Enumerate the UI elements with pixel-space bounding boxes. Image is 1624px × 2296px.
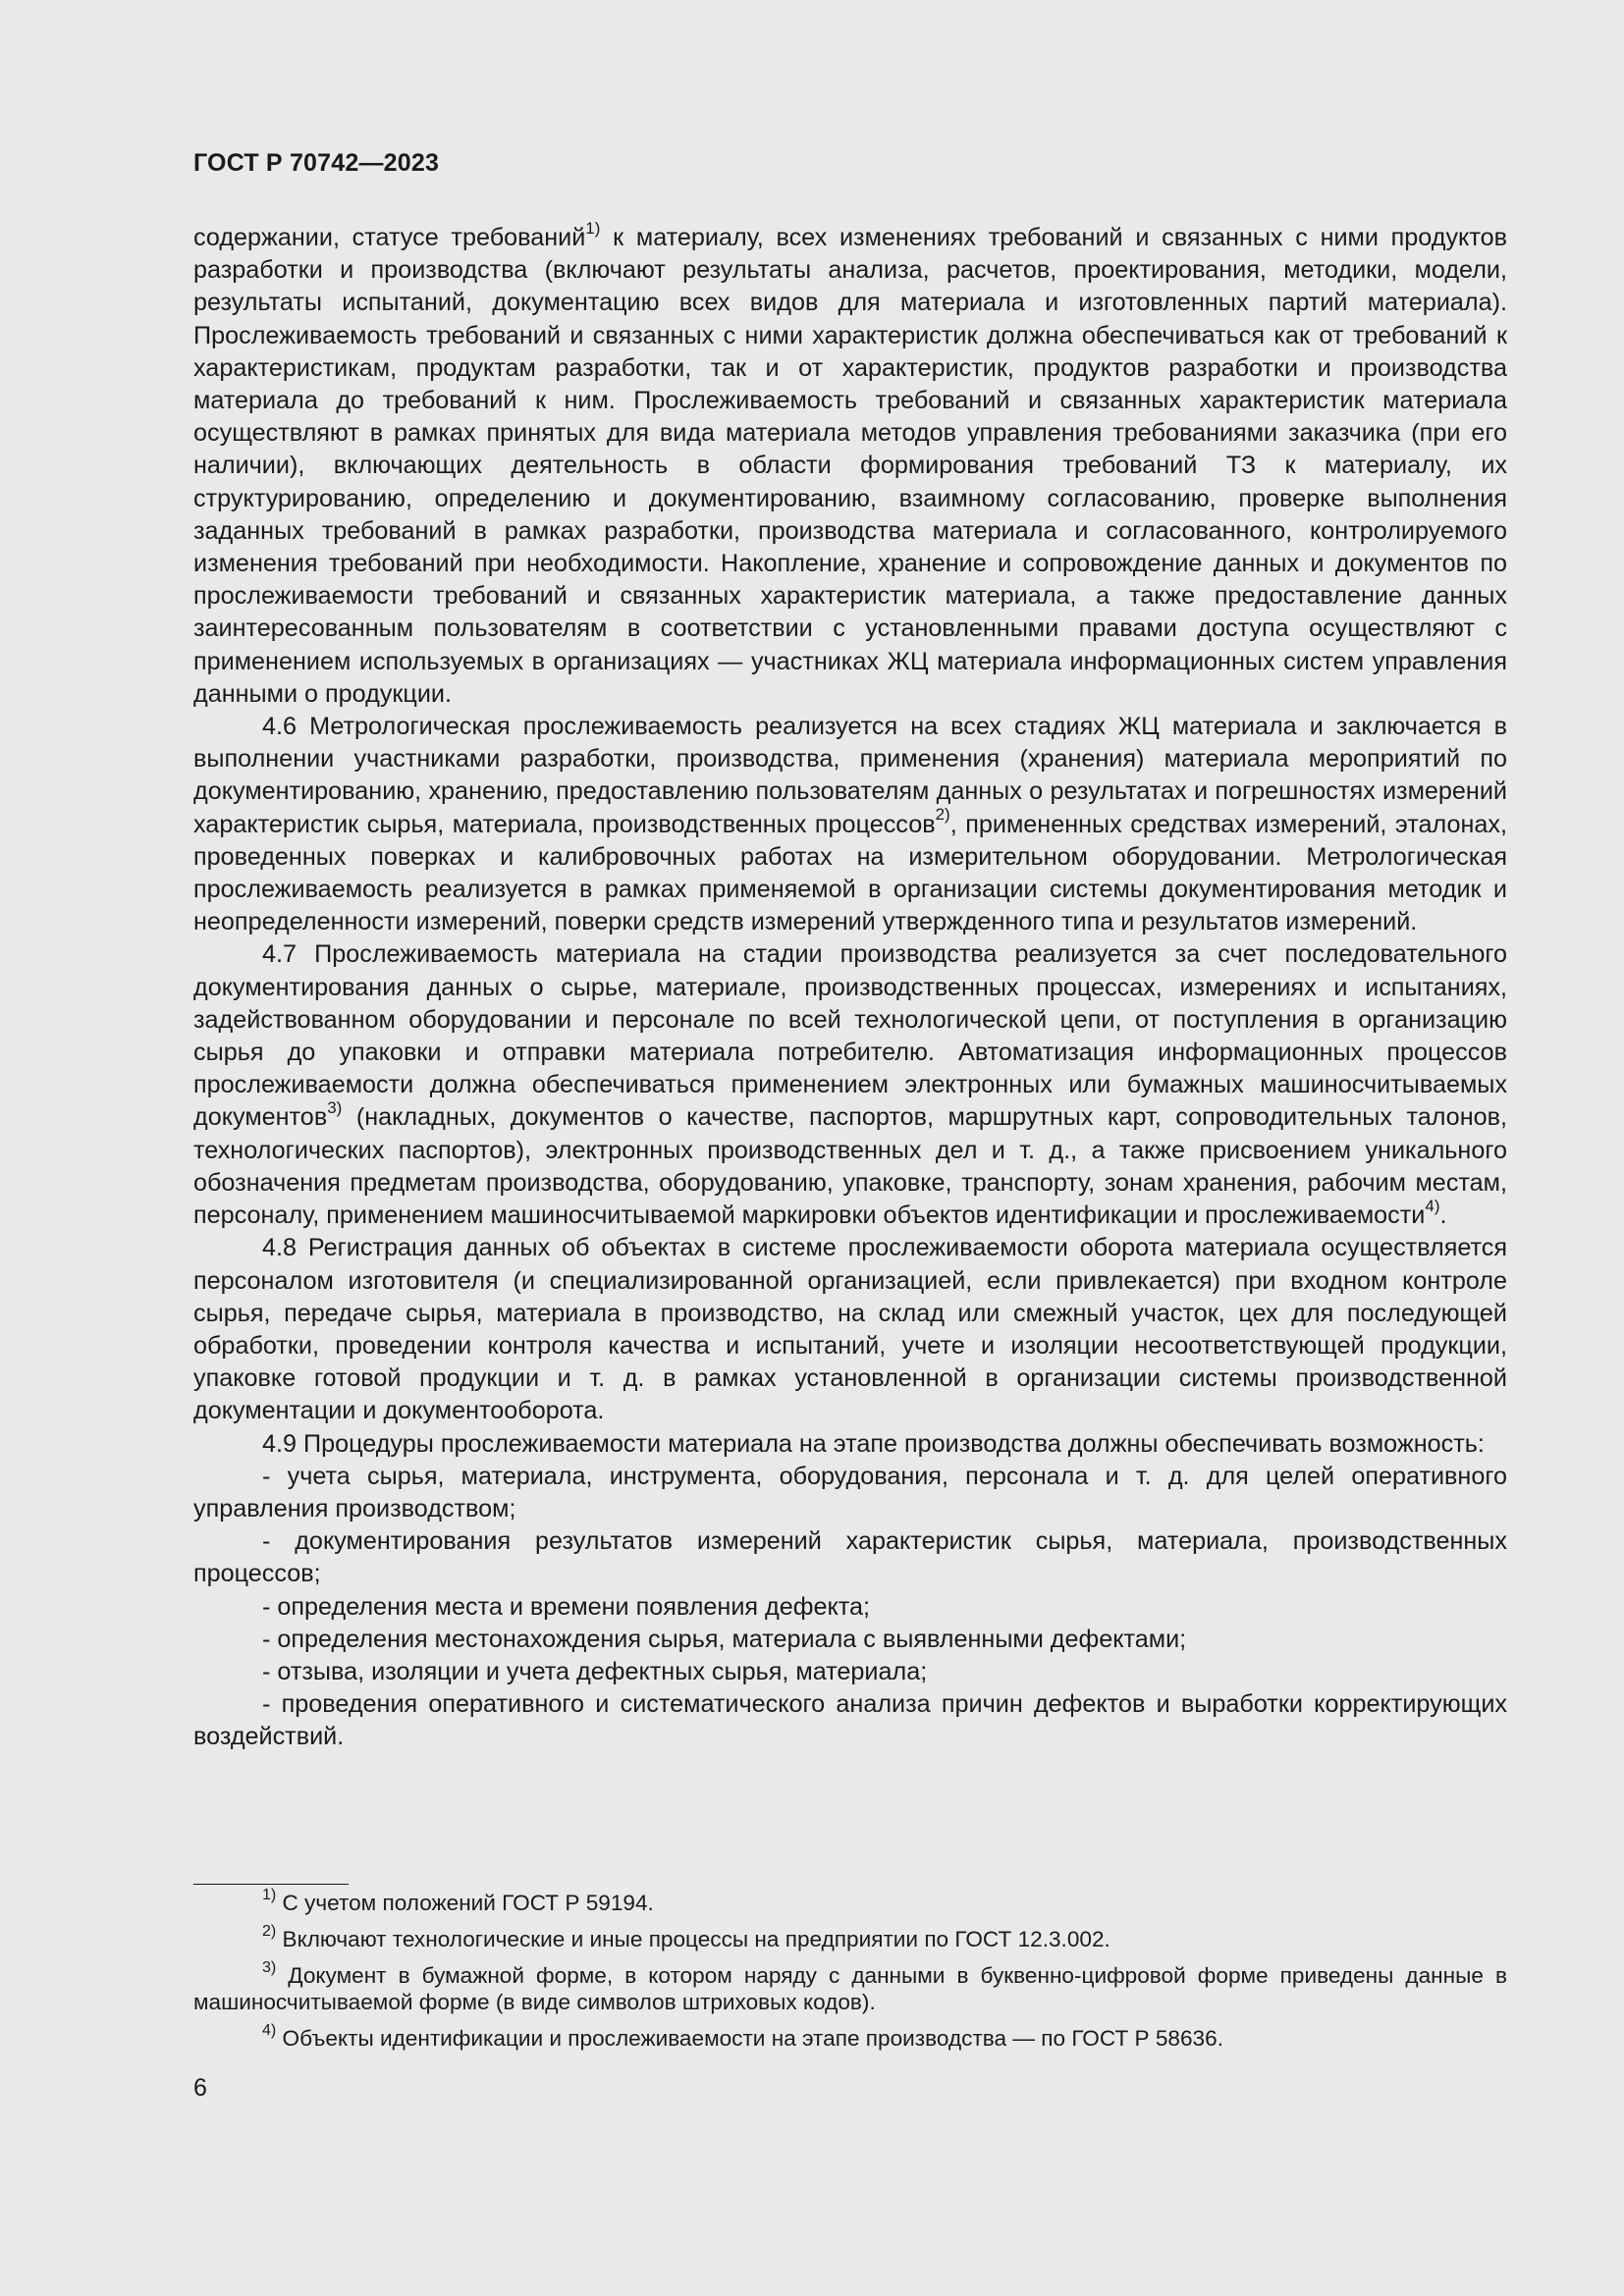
- footnotes: [193, 1887, 1507, 2061]
- footnote-ref-2: 2): [935, 805, 950, 825]
- list-item: - проведения оперативного и систематического анализа причин дефектов и выработки корректирующих воздействий.: [193, 1690, 1507, 1751]
- paragraph-4-6: 4.6 Метрологическая прослеживаемость реализуется на всех стадиях ЖЦ материала и заключается в выполнении участниками разработки, производства, применения (хранения) материала мероприятий по документированию, хранению, предоставлению пользователям данных о результатах и погрешностях измерений характеристик сырья, материала, производственных процессов$^{2)}$, примененных средствах измерений, эталонах, проведенных поверках и калибровочных работах на измерительном оборудовании. Метрологическая прослеживаемость реализуется в рамках применяемой в организации системы документирования методик и неопределенности измерений, поверки средств измерений утвержденного типа и результатов измерений.: [193, 713, 1507, 936]
- list-item: - отзыва, изоляции и учета дефектных сырья, материала;: [262, 1657, 928, 1685]
- footnote: $^{2)}$ Включают технологические и иные процессы на предприятии по ГОСТ 12.3.002.: [262, 1923, 1110, 1951]
- page-number: 6: [193, 2074, 207, 2102]
- list-item: - учета сырья, материала, инструмента, оборудования, персонала и т. д. для целей оперативного управления производством;: [193, 1462, 1507, 1522]
- list-item: - определения местонахождения сырья, материала с выявленными дефектами;: [262, 1625, 1187, 1653]
- list-item: - документирования результатов измерений характеристик сырья, материала, производственных процессов;: [193, 1527, 1507, 1588]
- document-header: ГОСТ Р 70742—2023: [193, 149, 440, 177]
- paragraph-4-7: 4.7 Прослеживаемость материала на стадии производства реализуется за счет последовательного документирования данных о сырье, материале, производственных процессах, измерениях и испытаниях, задействованном оборудовании и персонале по всей технологической цепи, от поступления в организацию сырья до упаковки и отправки материала потребителю. Автоматизация информационных процессов прослеживаемости должна обеспечиваться применением электронных или бумажных машиносчитываемых документов$^{3)}$ (накладных, документов о качестве, паспортов, маршрутных карт, сопроводительных талонов, технологических паспортов), электронных производственных дел и т. д., а также присвоением уникального обозначения предметам производства, оборудованию, упаковке, транспорту, зонам хранения, рабочим местам, персоналу, применением машиносчитываемой маркировки объектов идентификации и прослеживаемости$^{4)}$.: [193, 940, 1507, 1230]
- footnote-ref-3: 3): [327, 1098, 343, 1118]
- footnote: $^{1)}$ С учетом положений ГОСТ Р 59194.: [262, 1887, 654, 1915]
- footnote: $^{4)}$ Объекты идентификации и прослеживаемости на этапе производства — по ГОСТ Р 58636.: [262, 2022, 1223, 2051]
- footnote-ref-4: 4): [1425, 1196, 1440, 1215]
- footnote-ref-1: 1): [585, 218, 601, 238]
- paragraph-4-8: 4.8 Регистрация данных об объектах в системе прослеживаемости оборота материала осуществляется персоналом изготовителя (и специализированной организацией, если привлекается) при входном контроле сырья, передаче сырья, материала в производство, на склад или смежный участок, цех для последующей обработки, проведении контроля качества и испытаний, учете и изоляции несоответствующей продукции, упаковке готовой продукции и т. д. в рамках установленной в организации системы производственной документации и документооборота.: [193, 1234, 1507, 1425]
- paragraph-4-9: 4.9 Процедуры прослеживаемости материала на этапе производства должны обеспечивать возможность:: [262, 1429, 1485, 1458]
- list-item: - определения места и времени появления дефекта;: [262, 1592, 871, 1621]
- paragraph-continued: содержании, статусе требований$^{1)}$ к материалу, всех изменениях требований и связанных с ними продуктов разработки и производства (включают результаты анализа, расчетов, проектирования, методики, модели, результаты испытаний, документацию всех видов для материала и изготовленных партий материала). Прослеживаемость требований и связанных с ними характеристик должна обеспечиваться как от требований к характеристикам, продуктам разработки, так и от характеристик, продуктов разработки и производства материала до требований к ним. Прослеживаемость требований и связанных характеристик материала осуществляют в рамках принятых для вида материала методов управления требованиями заказчика (при его наличии), включающих деятельность в области формирования требований ТЗ к материалу, их структурированию, определению и документированию, взаимному согласованию, проверке выполнения заданных требований в рамках разработки, производства материала и согласованного, контролируемого изменения требований при необходимости. Накопление, хранение и сопровождение данных и документов по прослеживаемости требований и связанных характеристик материала, а также предоставление данных заинтересованным пользователям в соответствии с установленными правами доступа осуществляют с применением используемых в организациях — участниках ЖЦ материала информационных систем управления данными о продукции.: [193, 218, 1507, 708]
- body-text: [193, 218, 1507, 1754]
- footnote-divider: [193, 1884, 349, 1885]
- footnote: $^{3)}$ Документ в бумажной форме, в котором наряду с данными в буквенно-цифровой форме приведены данные в машиносчитываемой форме (в виде символов штриховых кодов).: [193, 1959, 1507, 2014]
